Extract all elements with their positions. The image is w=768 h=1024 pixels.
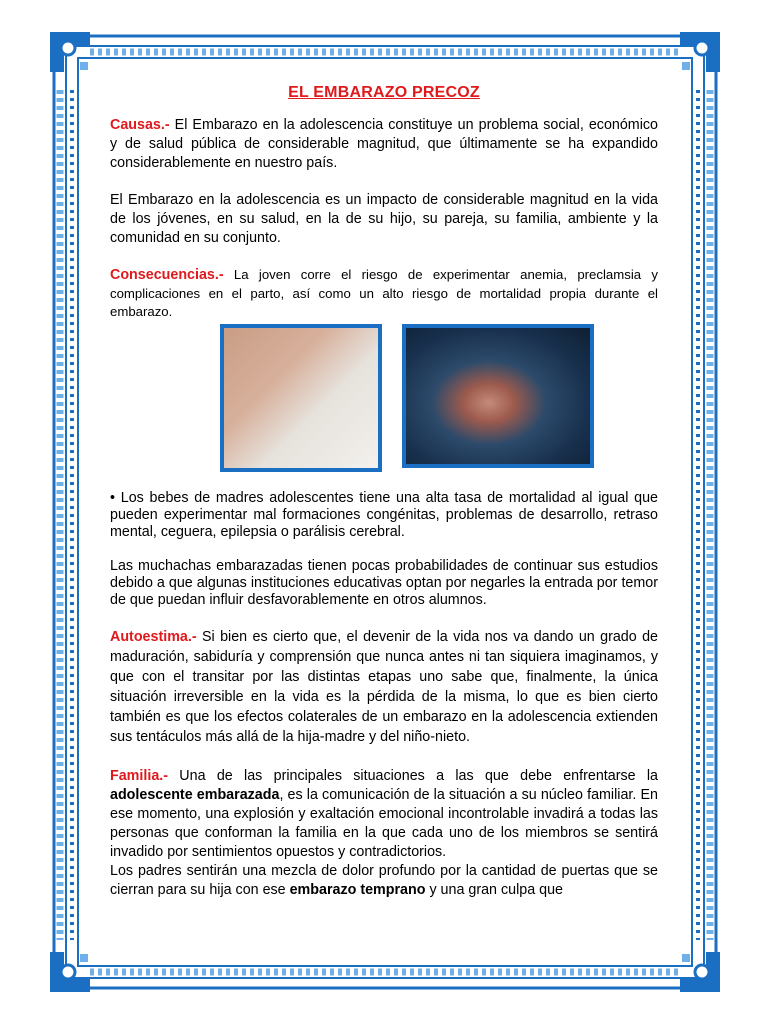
paragraph-impacto: El Embarazo en la adolescencia es un impacto de considerable magnitud en la vida de los jóvenes, en su salud, en la de su hijo, su pareja, su familia, ambiente y la comunidad en su conjunto. (110, 192, 658, 246)
text-familia-bold-1: adolescente embarazada (110, 786, 280, 803)
text-familia-bold-2: embarazo temprano (289, 881, 426, 898)
page-title: EL EMBARAZO PRECOZ (288, 84, 480, 101)
paragraph-consecuencias (110, 266, 658, 322)
paragraph-causas (110, 116, 658, 173)
text-familia-2: , es la comunicación de la situación a su núcleo familiar. En ese momento, una explosión y exaltación emocional incontrolable invadirá a todas las personas que conforman la familia en la que cada uno de los miembros se sentirá invadido por sentimientos opuestos y contradictorios. (110, 786, 658, 860)
document-body (110, 84, 658, 900)
photo-birth-1 (220, 324, 382, 472)
text-familia-1: Una de las principales situaciones a las que debe enfrentarse la (168, 767, 658, 784)
section-label-familia: Familia.- (110, 767, 168, 784)
paragraph-familia (110, 767, 658, 862)
paragraph-bebes: • Los bebes de madres adolescentes tiene una alta tasa de mortalidad al igual que pueden experimentar mal formaciones congénitas, problemas de desarrollo, retraso mental, ceguera, epilepsia o parálisis cerebral. (110, 489, 658, 540)
paragraph-autoestima (110, 627, 658, 747)
text-familia-4: y una gran culpa que (425, 881, 563, 898)
text-autoestima: Si bien es cierto que, el devenir de la vida nos va dando un grado de maduración, sabiduría y comprensión que nunca antes ni tan siquiera imaginamos, y que con el transitar por las distintas etapas uno sabe que, finalmente, la única situación irreversible en la vida es la pérdida de la misma, lo que es bien cierto también es que los efectos colaterales de un embarazo en la adolescencia extienden sus tentáculos más allá de la hija-madre y del niño-nieto. (110, 628, 658, 745)
section-label-consecuencias: Consecuencias.- (110, 267, 224, 283)
photo-birth-2 (402, 324, 594, 468)
section-label-causas: Causas.- (110, 117, 170, 133)
paragraph-muchachas: Las muchachas embarazadas tienen pocas probabilidades de continuar sus estudios debido a que algunas instituciones educativas optan por negarles la entrada por temor de que puedan influir desfavorablemente en otros alumnos. (110, 557, 658, 608)
photo-row (110, 324, 658, 474)
text-consecuencias: La joven corre el riesgo de experimentar anemia, preclamsia y complicaciones en el parto, así como un alto riesgo de mortalidad propia durante el embarazo. (110, 267, 658, 319)
text-familia-3: Los padres sentirán una mezcla de dolor profundo por la cantidad de puertas que se cierran para su hija con ese (110, 862, 658, 898)
paragraph-padres (110, 862, 658, 900)
section-label-autoestima: Autoestima.- (110, 628, 197, 645)
text-causas: El Embarazo en la adolescencia constituye un problema social, económico y de salud pública de considerable magnitud, que últimamente se ha expandido considerablemente en nuestro país. (110, 117, 658, 171)
